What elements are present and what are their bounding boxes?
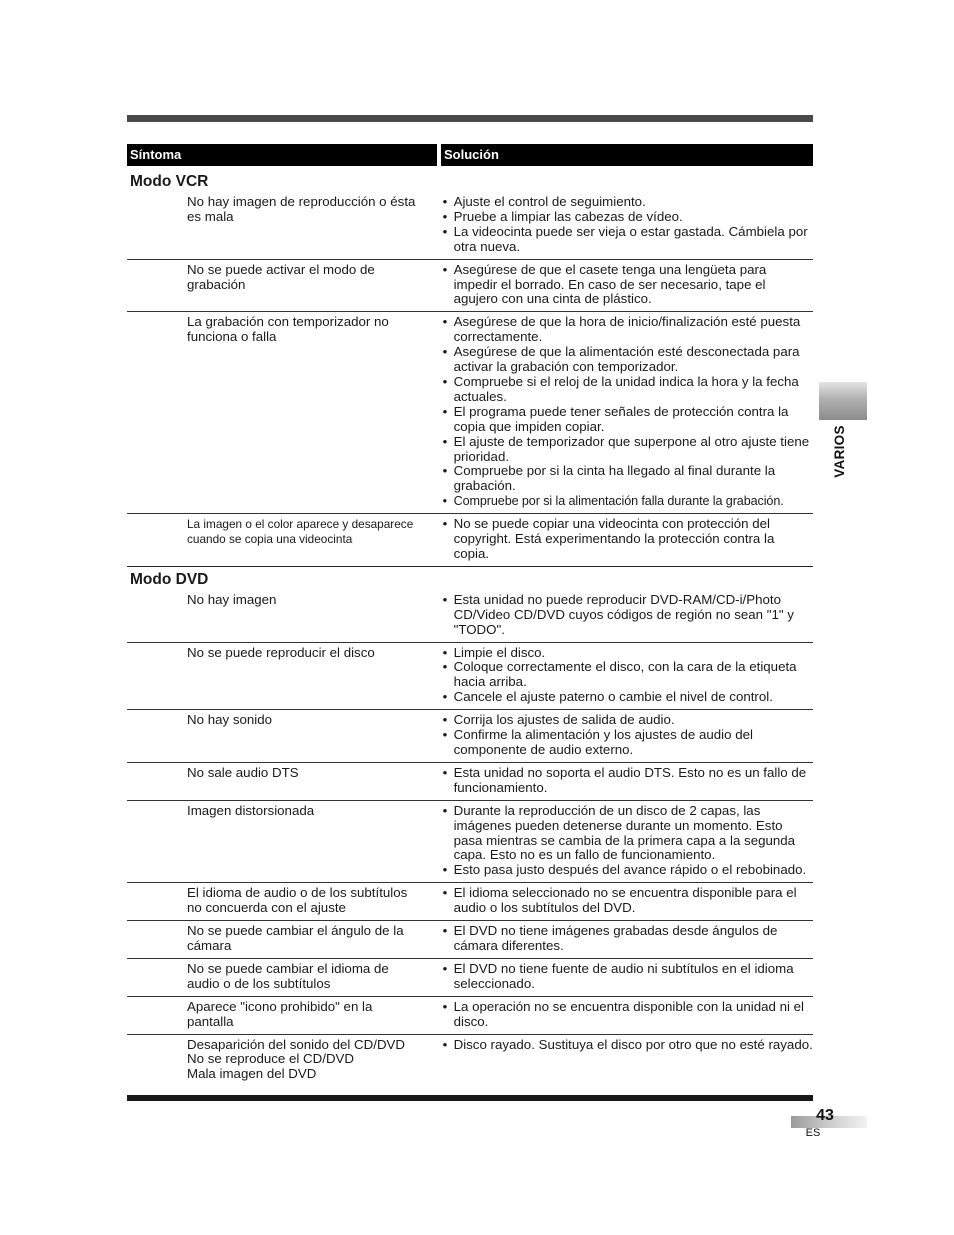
solution-cell — [442, 593, 813, 638]
header-symptom: Síntoma — [127, 144, 437, 166]
table-row — [127, 921, 813, 959]
solution-item: • Confirme la alimentación y los ajustes de audio del componente de audio externo. — [442, 728, 813, 758]
solution-item: • No se puede copiar una videocinta con protección del copyright. Está experimentando la protección contra la copia. — [442, 517, 813, 562]
solution-item: • Esta unidad no puede reproducir DVD-RAM/CD-i/Photo CD/Video CD/DVD cuyos códigos de región no sean "1" y "TODO". — [442, 593, 813, 638]
solution-item: • El programa puede tener señales de protección contra la copia que impiden copiar. — [442, 405, 813, 435]
table-row — [127, 192, 813, 260]
table-row — [127, 710, 813, 763]
solution-item: • Compruebe por si la cinta ha llegado al final durante la grabación. — [442, 464, 813, 494]
symptom-cell: No se puede activar el modo de grabación — [187, 261, 375, 292]
solution-item: • Compruebe por si la alimentación falla durante la grabación. — [442, 494, 813, 509]
table-row — [127, 763, 813, 801]
solution-item: • El DVD no tiene imágenes grabadas desde ángulos de cámara diferentes. — [442, 924, 813, 954]
section-title: Modo VCR — [130, 173, 209, 190]
solution-item: • El idioma seleccionado no se encuentra disponible para el audio o los subtítulos del DVD. — [442, 886, 813, 916]
solution-item: • La operación no se encuentra disponible con la unidad ni el disco. — [442, 1000, 813, 1030]
solution-item: • Disco rayado. Sustituya el disco por otro que no esté rayado. — [442, 1038, 813, 1053]
table-header — [127, 144, 813, 166]
page-language: ES — [805, 1127, 821, 1139]
page-number: 43 — [816, 1107, 834, 1124]
table-row — [127, 997, 813, 1035]
solution-cell — [442, 646, 813, 706]
solution-item: • La videocinta puede ser vieja o estar gastada. Cámbiela por otra nueva. — [442, 225, 813, 255]
table-row — [127, 260, 813, 313]
solution-item: • Asegúrese de que el casete tenga una lengüeta para impedir el borrado. En caso de ser necesario, tape el agujero con una cinta de plástico. — [442, 263, 813, 308]
symptom-cell: Aparece "icono prohibido" en la pantalla — [187, 998, 373, 1029]
top-rule — [127, 115, 813, 122]
symptom-cell: No hay sonido — [187, 712, 273, 728]
solution-cell — [442, 766, 813, 796]
troubleshooting-table — [127, 168, 813, 1086]
table-row — [127, 590, 813, 643]
solution-item: • Coloque correctamente el disco, con la cara de la etiqueta hacia arriba. — [442, 660, 813, 690]
symptom-cell: No se puede cambiar el ángulo de la cámara — [187, 923, 404, 953]
symptom-cell: No sale audio DTS — [187, 764, 299, 780]
section-tab-label: VARIOS — [831, 424, 847, 478]
table-row — [127, 801, 813, 884]
symptom-cell: La imagen o el color aparece y desaparece cuando se copia una videocinta — [187, 517, 414, 547]
solution-cell — [442, 1038, 813, 1083]
solution-item: • Compruebe si el reloj de la unidad indica la hora y la fecha actuales. — [442, 375, 813, 405]
table-row — [127, 514, 813, 567]
symptom-cell: No se puede cambiar el idioma de audio o de los subtítulos — [187, 960, 389, 991]
section-tab-marker — [819, 382, 867, 420]
solution-cell — [442, 713, 813, 758]
solution-cell — [442, 804, 813, 879]
solution-item: • Corrija los ajustes de salida de audio. — [442, 713, 813, 728]
table-row — [127, 312, 813, 514]
section-vcr — [127, 168, 813, 567]
section-dvd — [127, 567, 813, 1086]
solution-cell — [442, 962, 813, 992]
symptom-cell: El idioma de audio o de los subtítulos no concuerda con el ajuste — [187, 885, 408, 916]
solution-item: • Asegúrese de que la alimentación esté desconectada para activar la grabación con temporizador. — [442, 345, 813, 375]
solution-item: • Asegúrese de que la hora de inicio/finalización esté puesta correctamente. — [442, 315, 813, 345]
solution-cell — [442, 924, 813, 954]
solution-cell — [442, 1000, 813, 1030]
solution-cell — [442, 263, 813, 308]
solution-item: • Esto pasa justo después del avance rápido o el rebobinado. — [442, 863, 813, 878]
table-row — [127, 883, 813, 921]
solution-item: • Limpie el disco. — [442, 646, 813, 661]
solution-item: • El DVD no tiene fuente de audio ni subtítulos en el idioma seleccionado. — [442, 962, 813, 992]
solution-item: • El ajuste de temporizador que superpone al otro ajuste tiene prioridad. — [442, 435, 813, 465]
solution-cell — [442, 517, 813, 562]
symptom-cell: No hay imagen — [187, 591, 277, 607]
table-row — [127, 1035, 813, 1087]
solution-cell — [442, 315, 813, 509]
solution-item: • Esta unidad no soporta el audio DTS. Esto no es un fallo de funcionamiento. — [442, 766, 813, 796]
symptom-cell: No hay imagen de reproducción o ésta es mala — [187, 194, 416, 224]
symptom-cell: Imagen distorsionada — [187, 802, 315, 818]
bottom-rule — [127, 1095, 813, 1101]
solution-cell — [442, 886, 813, 916]
solution-item: • Cancele el ajuste paterno o cambie el nivel de control. — [442, 690, 813, 705]
header-solution: Solución — [441, 144, 813, 166]
symptom-cell: La grabación con temporizador no funciona o falla — [187, 314, 389, 345]
section-title: Modo DVD — [130, 570, 209, 588]
symptom-cell: No se puede reproducir el disco — [187, 644, 375, 660]
solution-item: • Durante la reproducción de un disco de 2 capas, las imágenes pueden detenerse durante un momento. Esto pasa mientras se cambia de la primera capa a la segunda capa. Esto no es un fallo de funcionamiento. — [442, 804, 813, 864]
solution-item: • Ajuste el control de seguimiento. — [442, 195, 813, 210]
solution-cell — [442, 195, 813, 255]
table-row — [127, 959, 813, 997]
symptom-cell: Desaparición del sonido del CD/DVD No se reproduce el CD/DVD Mala imagen del DVD — [187, 1036, 406, 1082]
table-row — [127, 643, 813, 711]
solution-item: • Pruebe a limpiar las cabezas de vídeo. — [442, 210, 813, 225]
